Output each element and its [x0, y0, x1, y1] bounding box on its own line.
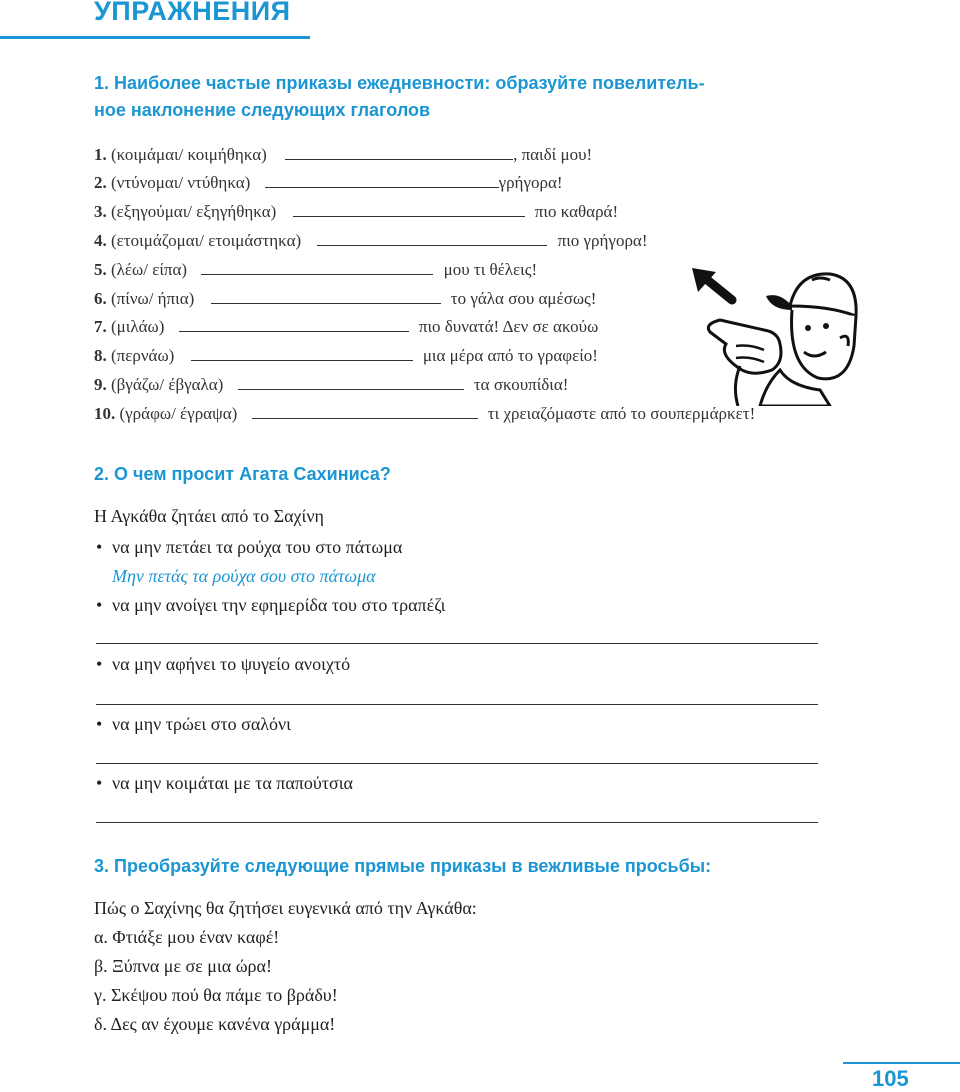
exercise-2-bullet [96, 772, 353, 794]
exercise-1-item [94, 230, 648, 252]
answer-blank[interactable] [238, 375, 464, 390]
item-number: 1. [94, 145, 107, 164]
bullet-icon: • [96, 714, 103, 734]
item-number: 8. [94, 346, 107, 365]
exercise-1-item [94, 201, 618, 223]
item-number: 7. [94, 317, 107, 336]
page-number: 105 [872, 1066, 909, 1091]
exercise-1-item [94, 374, 568, 396]
item-verbs: (ετοιμάζομαι/ ετοιμάστηκα) [111, 231, 302, 250]
exercise-3-heading: 3. Преобразуйте следующие прямые приказы в вежливые просьбы: [94, 856, 712, 876]
item-tail: πιο δυνατά! Δεν σε ακούω [418, 317, 599, 336]
item-tail: πιο καθαρά! [534, 202, 619, 221]
item-tail: , παιδί μου! [513, 145, 593, 164]
answer-blank[interactable] [211, 289, 441, 304]
item-number: 6. [94, 289, 107, 308]
answer-blank[interactable] [201, 260, 433, 275]
item-number: 2. [94, 173, 107, 192]
item-verbs: (κοιμάμαι/ κοιμήθηκα) [111, 145, 267, 164]
item-verbs: (λέω/ είπα) [111, 260, 188, 279]
exercise-2-heading: 2. О чем просит Агата Сахиниса? [94, 464, 391, 484]
bullet-icon: • [96, 595, 103, 615]
exercise-1-item [94, 259, 537, 281]
item-verbs: (βγάζω/ έβγαλα) [111, 375, 224, 394]
bullet-icon: • [96, 773, 103, 793]
item-tail: πιο γρήγορα! [557, 231, 648, 250]
item-number: 3. [94, 202, 107, 221]
answer-blank[interactable] [293, 202, 525, 217]
item-number: 9. [94, 375, 107, 394]
bullet-icon: • [96, 537, 103, 557]
exercise-1-item [94, 316, 598, 338]
exercise-1-heading-line1: 1. Наиболее частые приказы ежедневности: образуйте повелитель- [94, 73, 705, 93]
example-answer: Μην πετάς τα ρούχα σου στο πάτωμα [112, 566, 376, 586]
item-tail: γρήγορα! [498, 173, 563, 192]
answer-line[interactable] [96, 704, 818, 705]
answer-blank[interactable] [252, 404, 478, 419]
exercise-1-item [94, 172, 563, 194]
exercise-1-item [94, 403, 755, 425]
answer-blank[interactable] [285, 145, 513, 160]
answer-line[interactable] [96, 643, 818, 644]
exercise-1-item [94, 144, 592, 166]
item-tail: τι χρειαζόμαστε από το σουπερμάρκετ! [487, 404, 756, 423]
exercise-3-line: γ. Σκέψου πού θα πάμε το βράδυ! [94, 985, 338, 1005]
answer-blank[interactable] [317, 231, 547, 246]
item-tail: μια μέρα από το γραφείο! [422, 346, 598, 365]
item-tail: μου τι θέλεις! [443, 260, 538, 279]
item-verbs: (πίνω/ ήπια) [111, 289, 195, 308]
exercise-3-intro: Πώς ο Σαχίνης θα ζητήσει ευγενικά από την Αγκάθα: [94, 898, 477, 918]
item-verbs: (περνάω) [111, 346, 175, 365]
bullet-text: να μην αφήνει το ψυγείο ανοιχτό [112, 654, 351, 674]
page-title: УПРАЖНЕНИЯ [94, 0, 291, 26]
item-tail: το γάλα σου αμέσως! [450, 289, 597, 308]
bullet-icon: • [96, 654, 103, 674]
exercise-3-line: δ. Δες αν έχουμε κανένα γράμμα! [94, 1014, 336, 1034]
answer-line[interactable] [96, 763, 818, 764]
item-tail: τα σκουπίδια! [473, 375, 569, 394]
exercise-1-heading [94, 70, 705, 124]
exercise-2-bullet [96, 653, 350, 675]
item-number: 5. [94, 260, 107, 279]
exercise-2-bullet [96, 594, 445, 616]
exercise-3-line: α. Φτιάξε μου έναν καφέ! [94, 927, 280, 947]
item-verbs: (μιλάω) [111, 317, 165, 336]
cartoon-boy-pointing-icon [680, 266, 860, 406]
exercise-1-item [94, 288, 596, 310]
item-verbs: (εξηγούμαι/ εξηγήθηκα) [111, 202, 277, 221]
answer-blank[interactable] [191, 346, 413, 361]
item-verbs: (ντύνομαι/ ντύθηκα) [111, 173, 251, 192]
title-rule [0, 36, 310, 39]
answer-blank[interactable] [265, 173, 499, 188]
item-number: 4. [94, 231, 107, 250]
bullet-text: να μην τρώει στο σαλόνι [112, 714, 292, 734]
bullet-text: να μην κοιμάται με τα παπούτσια [112, 773, 353, 793]
exercise-1-item [94, 345, 598, 367]
item-verbs: (γράφω/ έγραψα) [119, 404, 238, 423]
answer-line[interactable] [96, 822, 818, 823]
bullet-text: να μην ανοίγει την εφημερίδα του στο τραπέζι [112, 595, 446, 615]
bullet-text: να μην πετάει τα ρούχα του στο πάτωμα [112, 537, 403, 557]
exercise-2-bullet [96, 713, 291, 735]
exercise-2-intro: Η Αγκάθα ζητάει από το Σαχίνη [94, 506, 324, 526]
exercise-2-bullet [96, 536, 402, 558]
answer-blank[interactable] [179, 317, 409, 332]
exercise-3-line: β. Ξύπνα με σε μια ώρα! [94, 956, 272, 976]
item-number: 10. [94, 404, 116, 423]
page-number-rule [843, 1062, 960, 1064]
exercise-1-heading-line2: ное наклонение следующих глаголов [94, 100, 431, 120]
